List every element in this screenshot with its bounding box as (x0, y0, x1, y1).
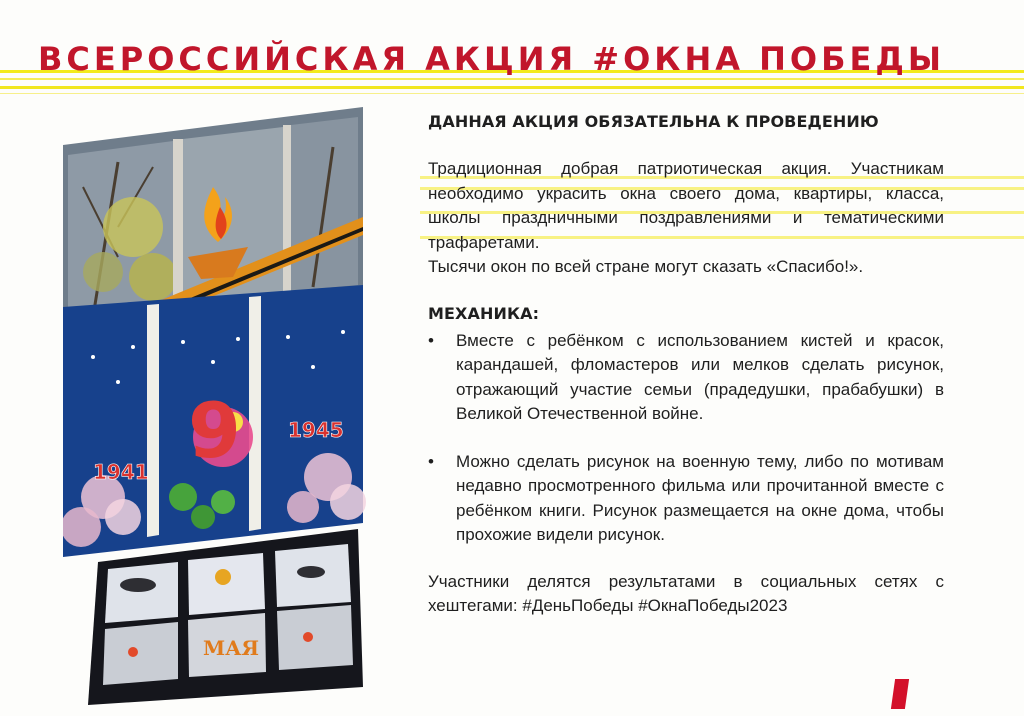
list-item (428, 450, 944, 548)
intro-paragraph: Традиционная добрая патриотическая акция. Участникам необходимо украсить окна своего дома, квартиры, класса, школы праздничными поздравлениями и тематическими трафаретами. (428, 159, 944, 252)
content-column (428, 112, 944, 619)
mandatory-heading: ДАННАЯ АКЦИЯ ОБЯЗАТЕЛЬНА К ПРОВЕДЕНИЮ (428, 112, 879, 131)
decor-stripe (0, 93, 1024, 94)
closing-paragraph: Участники делятся результатами в социальных сетях с хештегами: #ДеньПобеды #ОкнаПобеды2023 (428, 571, 944, 615)
list-item (428, 329, 944, 427)
may-label: МАЯ (203, 636, 260, 660)
page-title: ВСЕРОССИЙСКАЯ АКЦИЯ #ОКНА ПОБЕДЫ (38, 40, 946, 78)
thanks-paragraph: Тысячи окон по всей стране могут сказать «Спасибо!». (428, 257, 864, 276)
window-photo-middle (63, 285, 366, 557)
bullet-text: Вместе с ребёнком с использованием кистей и красок, карандашей, фломастеров или мелков сделать рисунок, отражающий участие семьи (прадедушки, прабабушки) в Великой Отечественной войне. (456, 330, 944, 423)
photo-collage (63, 107, 373, 707)
decor-stripe (0, 78, 1024, 80)
year-1945-label: 1945 (288, 418, 344, 442)
bullet-icon: • (428, 451, 434, 471)
bullet-icon: • (428, 330, 434, 350)
year-1941-label: 1941 (93, 460, 149, 484)
mechanics-heading: МЕХАНИКА: (428, 303, 540, 323)
mechanics-list (428, 329, 944, 548)
decor-stripe (0, 86, 1024, 89)
victory-nine-label: 9 (188, 386, 241, 475)
red-accent-mark (891, 679, 909, 709)
window-photo-bottom (88, 529, 363, 705)
bullet-text: Можно сделать рисунок на военную тему, либо по мотивам недавно просмотренного фильма или прочитанной вместе с ребёнком книги. Рисунок размещается на окне дома, чтобы прохожие видели рисунок. (456, 451, 944, 544)
